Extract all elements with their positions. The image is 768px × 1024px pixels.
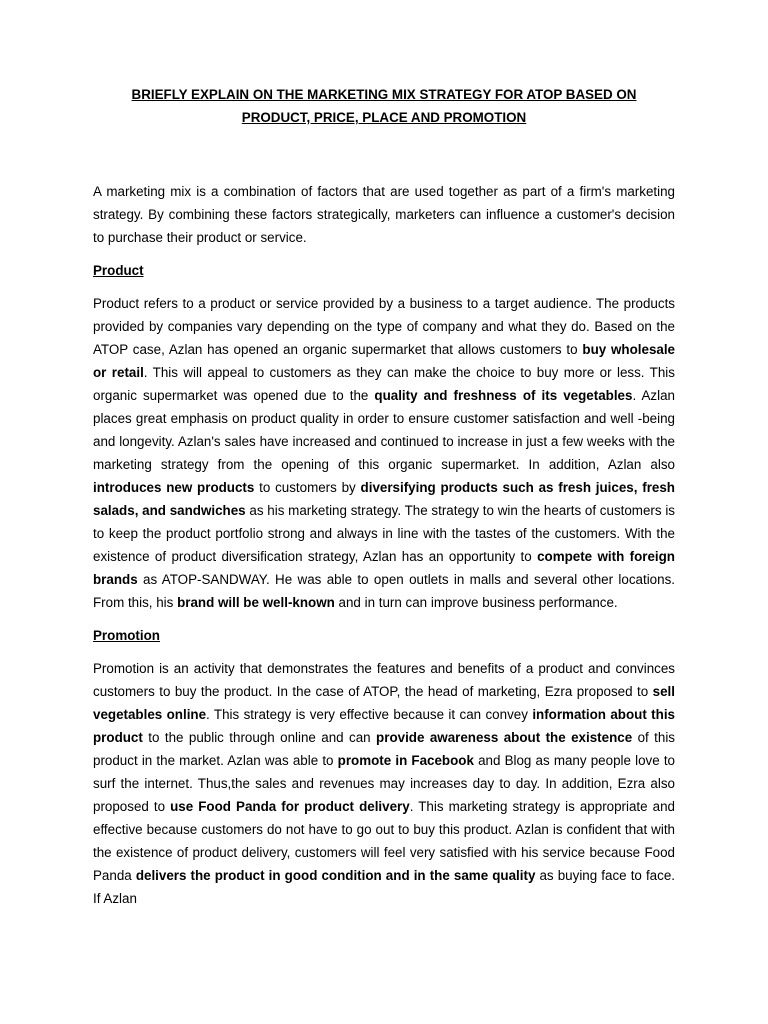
text-run: . This will appeal to customers as they can make the choice to buy more or less. This organic supermarket was opened due to the [93,365,675,403]
text-run: as buying face to face. If Azlan [93,868,675,906]
product-paragraph [93,292,675,614]
title-line-2: PRODUCT, PRICE, PLACE AND PROMOTION [241,110,527,125]
bold-run: provide awareness about the existence [376,730,633,745]
document-title [93,83,675,129]
bold-run: introduces new products [93,480,255,495]
text-run: Promotion is an activity that demonstrates the features and benefits of a product and convinces customers to buy the product. In the case of ATOP, the head of marketing, Ezra proposed to [93,661,675,699]
product-heading: Product [93,263,144,278]
bold-run: brand will be well-known [177,595,335,610]
promotion-paragraph [93,657,675,910]
bold-run: delivers the product in good condition and in the same quality [135,868,536,883]
bold-run: sell vegetables online [93,684,675,722]
text-run: to the public through online and can [142,730,377,745]
title-line-1: BRIEFLY EXPLAIN ON THE MARKETING MIX STRATEGY FOR ATOP BASED ON [131,87,637,102]
bold-run: information about this product [93,707,675,745]
promotion-heading: Promotion [93,628,160,643]
text-run: and in turn can improve business performance. [334,595,618,610]
text-run: . This strategy is very effective because it can convey [206,707,533,722]
text-run: . Azlan places great emphasis on product quality in order to ensure customer satisfaction and well -being and longevity. Azlan's sales have increased and continued to increase in just a few weeks with the marketing strategy from the opening of this organic supermarket. In addition, Azlan also [93,388,675,472]
bold-run: promote in Facebook [337,753,474,768]
text-run: of this product in the market. Azlan was able to [93,730,675,768]
bold-run: use Food Panda for product delivery [170,799,410,814]
bold-run: quality and freshness of its vegetables [374,388,633,403]
intro-paragraph: A marketing mix is a combination of factors that are used together as part of a firm's marketing strategy. By combining these factors strategically, marketers can influence a customer's decision to purchase their product or service. [93,184,675,245]
text-run: and Blog as many people love to surf the internet. Thus,the sales and revenues may increases day to day. In addition, Ezra also proposed to [93,753,675,814]
bold-run: compete with foreign brands [93,549,675,587]
text-run: as ATOP-SANDWAY. He was able to open outlets in malls and several other locations. From this, his [93,572,675,610]
text-run: as his marketing strategy. The strategy to win the hearts of customers is to keep the product portfolio strong and always in line with the tastes of the customers. With the existence of product diversification strategy, Azlan has an opportunity to [93,503,675,564]
text-run: Product refers to a product or service provided by a business to a target audience. The products provided by companies vary depending on the type of company and what they do. Based on the ATOP case, Azlan has opened an organic supermarket that allows customers to [93,296,675,357]
text-run: . This marketing strategy is appropriate and effective because customers do not have to go out to buy this product. Azlan is confident that with the existence of product delivery, customers will feel very satisfied with his service because Food Panda [93,799,676,883]
bold-run: buy wholesale or retail [93,342,676,380]
bold-run: diversifying products such as fresh juices, fresh salads, and sandwiches [93,480,675,518]
text-run: to customers by [254,480,361,495]
